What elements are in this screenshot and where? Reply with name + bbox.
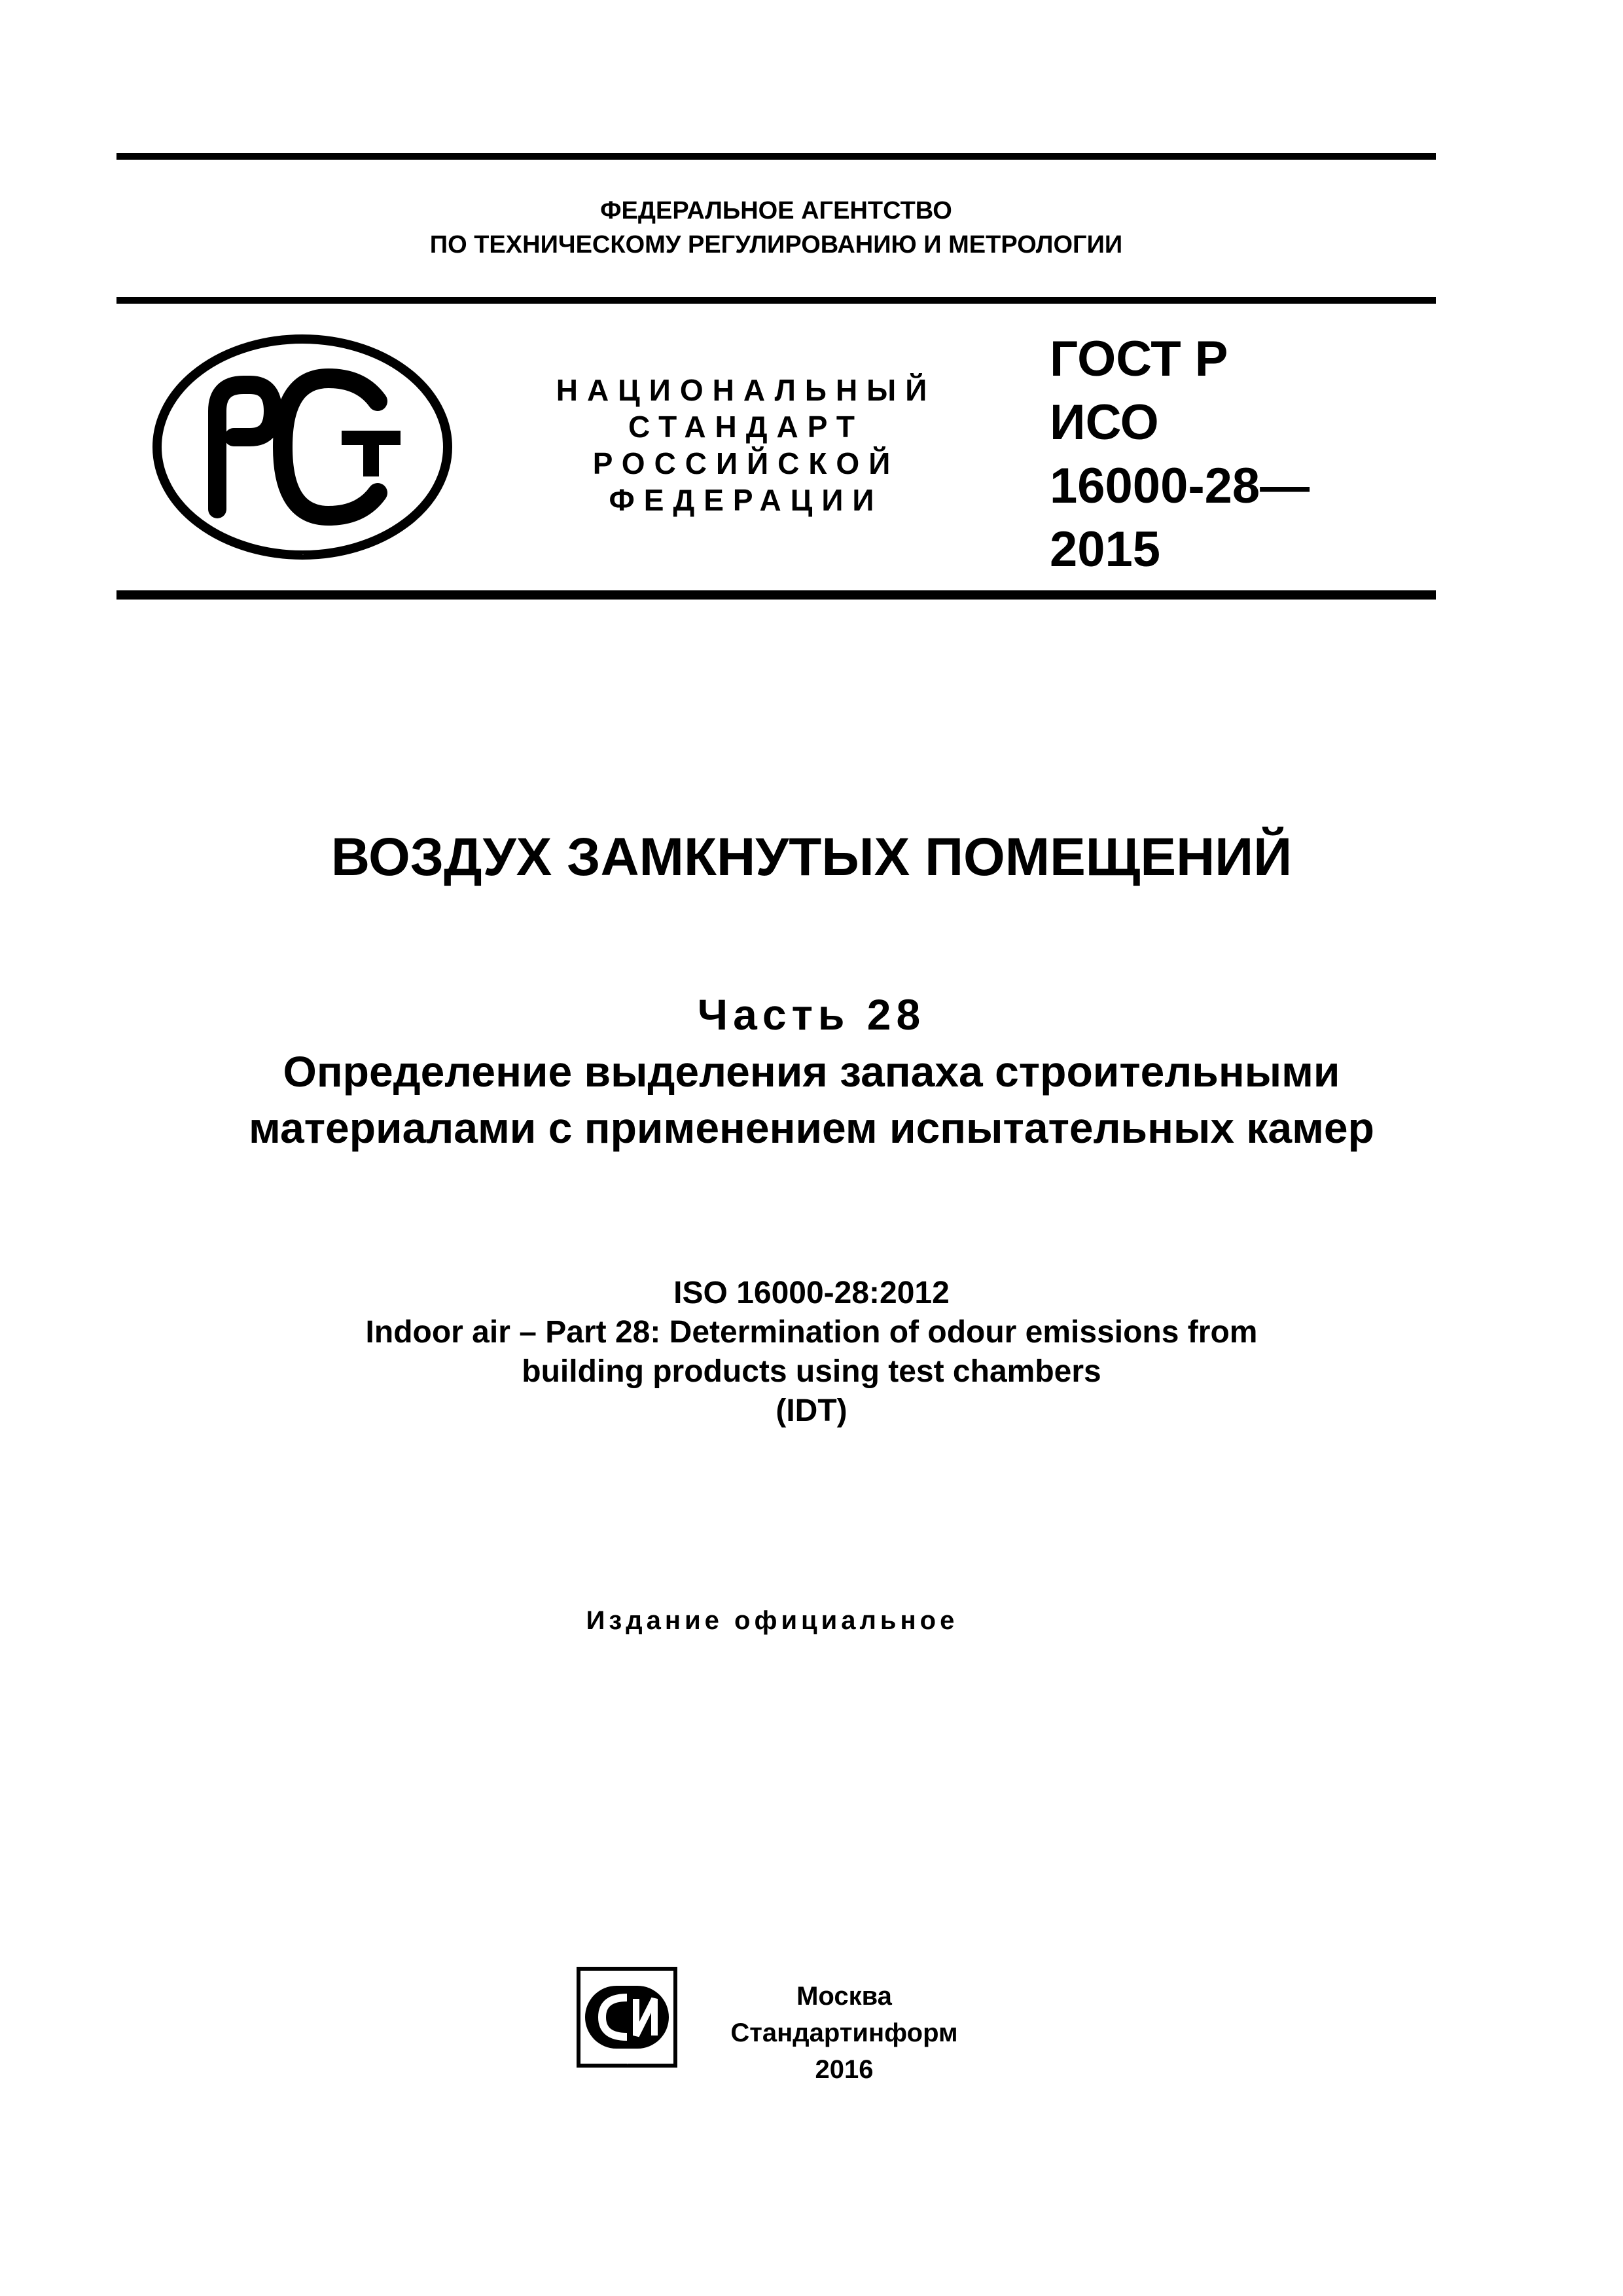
iso-number: ISO 16000-28:2012: [673, 1276, 950, 1310]
top-rule: [116, 153, 1436, 160]
edition-label: Издание официальное: [586, 1606, 959, 1635]
bottom-rule: [116, 590, 1436, 600]
designation-line-3: 16000-28—: [1050, 458, 1310, 514]
publisher-city: Москва: [796, 1982, 892, 2011]
iso-title-line-1: Indoor air – Part 28: Determination of odour emissions from: [365, 1315, 1258, 1350]
standard-designation: [1050, 327, 1416, 581]
subtitle-line-1: Определение выделения запаха строительными: [283, 1047, 1340, 1096]
publisher-name: Стандартинформ: [730, 2018, 958, 2047]
publisher-block: [707, 1978, 982, 2088]
agency-line-2: ПО ТЕХНИЧЕСКОМУ РЕГУЛИРОВАНИЮ И МЕТРОЛОГИИ: [429, 231, 1123, 259]
agency-header: [116, 194, 1436, 262]
iso-reference: [0, 1274, 1623, 1431]
iso-degree: (IDT): [776, 1393, 847, 1428]
document-title: ВОЗДУХ ЗАМКНУТЫХ ПОМЕЩЕНИЙ: [330, 827, 1293, 887]
natstd-line-2: СТАНДАРТ: [628, 410, 864, 444]
publisher-year: 2016: [815, 2055, 874, 2084]
part-number: Часть 28: [697, 990, 926, 1039]
si-logo-letters: СИ: [627, 2064, 628, 2065]
natstd-line-4: ФЕДЕРАЦИИ: [609, 483, 883, 517]
iso-title-line-2: building products using test chambers: [522, 1354, 1101, 1389]
natstd-line-3: РОССИЙСКОЙ: [592, 446, 900, 480]
emblem-letters: РСТ: [302, 555, 304, 556]
standartinform-logo: [576, 1966, 678, 2068]
designation-line-1: ГОСТ Р: [1050, 331, 1228, 387]
agency-line-1: ФЕДЕРАЛЬНОЕ АГЕНТСТВО: [600, 197, 952, 224]
designation-line-2: ИСО: [1050, 395, 1159, 450]
middle-rule: [116, 297, 1436, 304]
designation-line-4: 2015: [1050, 522, 1161, 577]
document-subtitle: [0, 1043, 1623, 1156]
national-standard-label: [517, 372, 975, 518]
subtitle-line-2: материалами с применением испытательных камер: [249, 1103, 1374, 1152]
natstd-line-1: НАЦИОНАЛЬНЫЙ: [556, 373, 936, 407]
gost-r-emblem-logo: [152, 332, 453, 562]
